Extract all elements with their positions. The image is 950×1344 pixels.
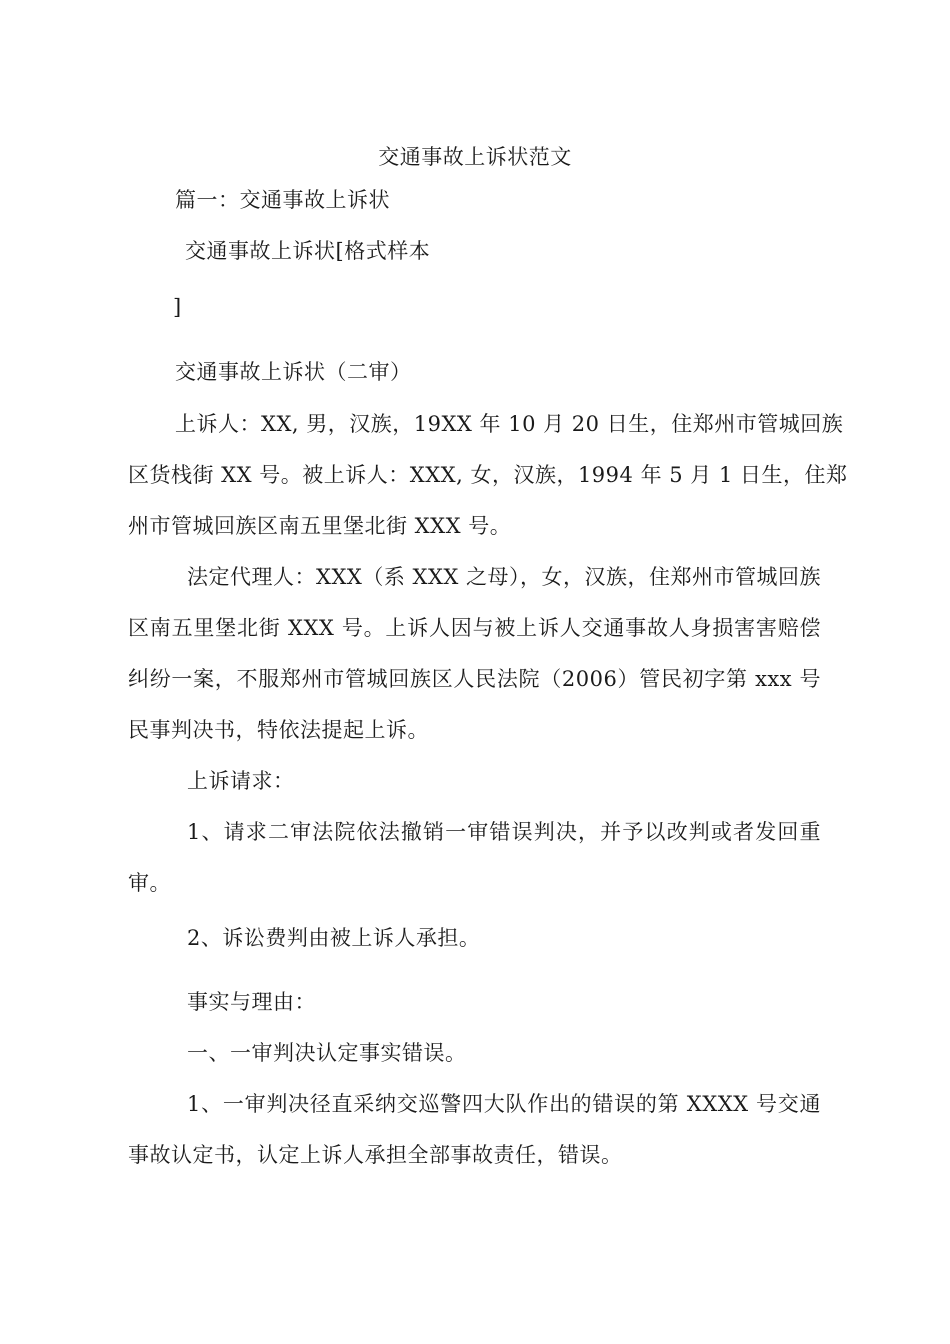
paragraph-line: 区货栈街 XX 号。被上诉人：XXX, 女，汉族，1994 年 5 月 1 日生，住郑 xyxy=(128,463,848,487)
paragraph-line: 审。 xyxy=(128,871,171,895)
paragraph-line: 事故认定书，认定上诉人承担全部事故责任，错误。 xyxy=(128,1143,623,1167)
paragraph-line: 上诉人：XX, 男，汉族，19XX 年 10 月 20 日生，住郑州市管城回族 xyxy=(175,412,844,436)
paragraph-line: 区南五里堡北街 XXX 号。上诉人因与被上诉人交通事故人身损害害赔偿 xyxy=(128,616,821,640)
section-label: 事实与理由： xyxy=(187,990,316,1014)
paragraph-line: 1、一审判决径直采纳交巡警四大队作出的错误的第 XXXX 号交通 xyxy=(187,1092,821,1116)
document-title: 交通事故上诉状范文 xyxy=(378,145,572,169)
paragraph-line: 民事判决书，特依法提起上诉。 xyxy=(128,718,429,742)
subheading: 交通事故上诉状[格式样本 xyxy=(185,239,431,263)
section-label: 上诉请求： xyxy=(187,769,295,793)
paragraph-line: 1、请求二审法院依法撤销一审错误判决，并予以改判或者发回重 xyxy=(187,820,821,844)
paragraph-line: 2、诉讼费判由被上诉人承担。 xyxy=(187,926,481,950)
paragraph-line: 纠纷一案，不服郑州市管城回族区人民法院（2006）管民初字第 xxx 号 xyxy=(128,667,821,691)
paragraph-line: 州市管城回族区南五里堡北街 XXX 号。 xyxy=(128,514,512,538)
paragraph-line: 一、一审判决认定事实错误。 xyxy=(187,1041,467,1065)
section-heading: 篇一：交通事故上诉状 xyxy=(175,188,390,212)
document-heading: 交通事故上诉状（二审） xyxy=(175,360,412,384)
paragraph-line: 法定代理人：XXX（系 XXX 之母），女，汉族，住郑州市管城回族 xyxy=(187,565,822,589)
subheading-bracket: ] xyxy=(173,295,182,319)
